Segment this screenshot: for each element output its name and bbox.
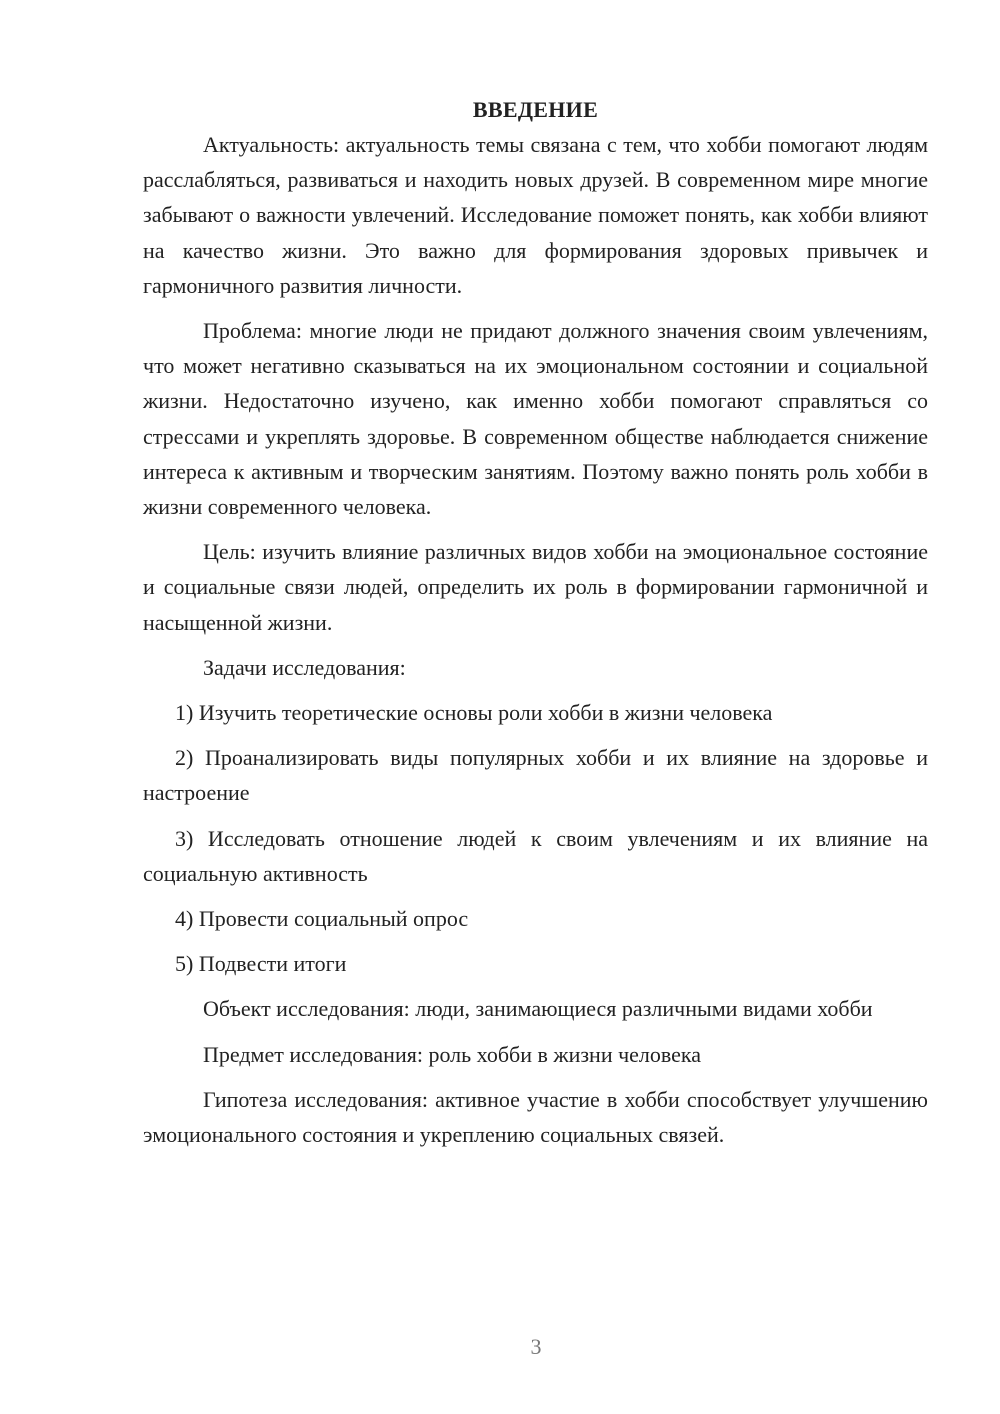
paragraph-problem: Проблема: многие люди не придают должного значения своим увлечениям, что может негативно сказываться на их эмоциональном состоянии и социальной жизни. Недостаточно изучено, как именно хобби помогают справляться со стрессами и укреплять здоровье. В современном обществе наблюдается снижение интереса к активным и творческим занятиям. Поэтому важно понять роль хобби в жизни современного человека. (143, 318, 928, 520)
task-item-2: 2) Проанализировать виды популярных хобби и их влияние на здоровье и настроение (143, 745, 928, 806)
task-item-4: 4) Провести социальный опрос (175, 906, 469, 932)
paragraph-hypothesis: Гипотеза исследования: активное участие в хобби способствует улучшению эмоционального состояния и укреплению социальных связей. (143, 1086, 928, 1148)
task-item-3: 3) Исследовать отношение людей к своим увлечениям и их влияние на социальную активность (143, 825, 928, 886)
page-number: 3 (530, 1334, 542, 1359)
task-item-1: 1) Изучить теоретические основы роли хобби в жизни человека (175, 700, 773, 726)
paragraph-goal: Цель: изучить влияние различных видов хобби на эмоциональное состояние и социальные связи людей, определить их роль в формировании гармоничной и насыщенной жизни. (143, 539, 928, 635)
paragraph-relevance: Актуальность: актуальность темы связана с тем, что хобби помогают людям расслабляться, развиваться и находить новых друзей. В современном мире многие забывают о важности увлечений. Исследование поможет понять, как хобби влияют на качество жизни. Это важно для формирования здоровых привычек и гармоничного развития личности. (143, 132, 928, 298)
section-title: ВВЕДЕНИЕ (472, 97, 599, 122)
paragraph-object: Объект исследования: люди, занимающиеся различными видами хобби (203, 996, 873, 1022)
document-page (143, 92, 928, 1152)
paragraph-subject: Предмет исследования: роль хобби в жизни человека (203, 1041, 702, 1067)
tasks-heading: Задачи исследования: (203, 654, 406, 680)
task-item-5: 5) Подвести итоги (175, 951, 347, 977)
